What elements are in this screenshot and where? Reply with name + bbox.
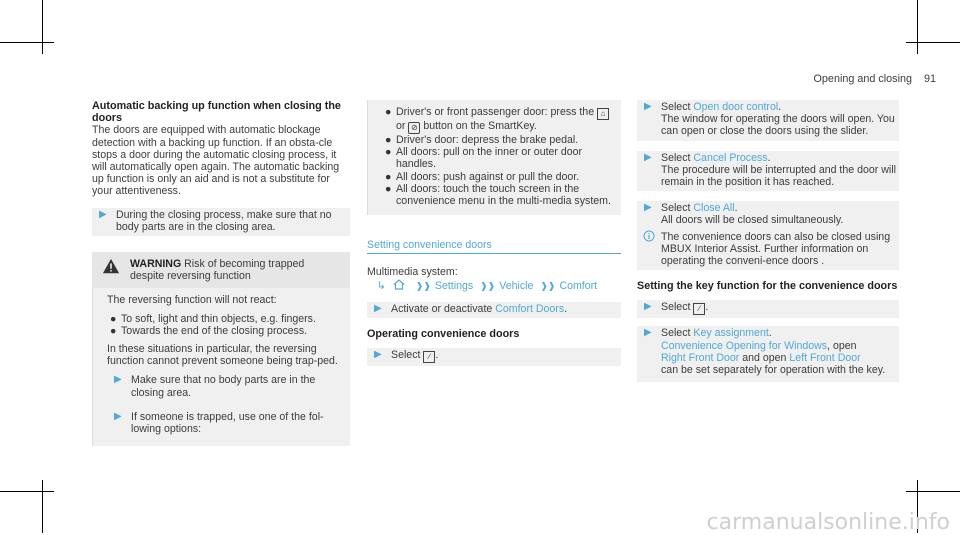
page-number: 91 [923,73,936,85]
section-setting-convenience [367,239,621,254]
column-1 [92,100,350,446]
step-open-door-control: ▶ Select Open door control. The window for operating the doors will open. You can open or close the doors using the slider. [637,100,899,141]
key-assignment-link: Key assignment [693,327,769,340]
path-arrow-icon: ↳ [377,279,386,292]
step-cancel-process: ▶ Select Cancel Process. The procedure will be interrupted and the door will remain in the position it has reached. [637,151,899,192]
step-text: Select [661,101,691,113]
path-settings: Settings [434,279,474,292]
step-key-assignment: ▶ Select Key assignment. Convenience Opening for Windows, open Right Front Door and open Left Front Door can be set separately for operation with the key. [637,326,899,382]
step-activate: ▶ Activate or deactivate Comfort Doors. [367,302,621,318]
info-icon [643,230,655,242]
section-title: Opening and closing [813,73,912,85]
step-closing [92,208,350,236]
trunk-icon: ⊘ [408,122,420,134]
crop-mark [917,0,918,54]
step-text: Select [661,301,691,314]
step-arrow-icon: ▶ [644,151,652,163]
crop-mark [0,42,54,43]
step-text: Select [661,202,691,215]
step-arrow-icon: ▶ [114,374,122,386]
close-all-link: Close All [693,202,735,215]
crop-mark [42,480,43,533]
warning-text-1: The reversing function will not react: [107,294,277,307]
note [637,230,899,271]
list-item-text-end: button on the SmartKey. [423,120,537,132]
warning-text-2: In these situations in particular, the reversing function cannot prevent someone being trap-ped. [107,343,338,368]
heading-automatic-backing: Automatic backing up function when closing the doors [92,100,341,125]
list-item-text: Towards the end of the closing process. [121,324,308,337]
bullet-icon: ● [110,312,117,325]
step-select-key: ▶ Select ∕ . [637,300,899,318]
list-item-text: All doors: pull on the inner or outer door handles. [396,146,583,171]
step-text: and open [742,351,787,364]
heading-key-function: Setting the key function for the convenience doors [637,280,898,293]
double-arrow-icon: ❱❱ [480,280,496,291]
column-2 [367,100,621,366]
double-arrow-icon: ❱❱ [540,280,556,291]
bullet-icon: ● [385,106,392,118]
heading-operating: Operating convenience doors [367,328,520,341]
step-no-body-parts [107,373,340,401]
step-arrow-icon: ▶ [374,349,382,361]
bullet-icon: ● [385,170,392,183]
step-arrow-icon: ▶ [644,301,652,313]
path-comfort: Comfort [559,279,598,292]
list-item-text: To soft, light and thin objects, e.g. fingers. [121,312,316,325]
step-text: Select [661,327,691,340]
menu-path [367,279,621,292]
list-item [382,171,613,183]
step-result: The procedure will be interrupted and the door will remain in the position it has reached. [661,163,896,189]
comfort-doors-link: Comfort Doors [495,302,565,315]
crop-mark [906,491,960,492]
step-result: can be set separately for operation with the key. [661,364,886,377]
intro-text: The doors are equipped with automatic blockage detection with a backing up function. If an obsta-cle stops a door during the automatic closing process, it will automatically open again. The automatic backing up function is only an aid and is not a substitute for your attentiveness. [92,124,340,198]
list-item-text: All doors: touch the touch screen in the convenience menu in the multi-media system. [396,182,611,208]
step-result: All doors will be closed simultaneously. [661,214,844,227]
page-header [814,73,936,85]
bullet-icon: ● [110,324,117,337]
step-arrow-icon: ▶ [374,302,382,314]
convenience-opening-link: Convenience Opening for Windows [661,339,828,352]
door-control-icon: ∕ [693,303,705,315]
warning-label: WARNING [130,258,182,271]
step-text: , open [827,339,857,352]
note-text: The convenience doors can also be closed using MBUX Interior Assist. Further information on operating the conveni-ence doors . [661,230,891,268]
step-text: Make sure that no body parts are in the closing area. [131,374,316,399]
step-select: ▶ Select ∕ . [367,348,621,366]
crop-mark [42,0,43,54]
right-front-door-link: Right Front Door [661,351,740,364]
list-item-text: All doors: push against or pull the door. [396,170,580,183]
list-item [382,183,613,207]
bullet-icon: ● [385,146,392,159]
open-door-control-link: Open door control [693,101,779,113]
warning-body [92,288,350,446]
step-text: If someone is trapped, use one of the fol-lowing options: [131,410,324,436]
step-arrow-icon: ▶ [644,101,652,112]
list-item [107,325,340,337]
step-text: Activate or deactivate [391,302,493,315]
unlock-icon: ⌂ [597,108,609,120]
crop-mark [906,42,960,43]
list-item [382,146,613,170]
step-if-trapped [107,410,340,438]
left-front-door-link: Left Front Door [789,351,861,364]
list-item [107,313,340,325]
crop-mark [0,491,54,492]
door-control-icon: ∕ [423,351,435,363]
warning-header [92,252,350,288]
options-list [367,100,621,215]
double-arrow-icon: ❱❱ [415,280,431,291]
warning-box [92,252,350,446]
watermark: carmanualsonline.info [706,509,950,535]
step-text: During the closing process, make sure that no body parts are in the closing area. [116,208,332,233]
warning-triangle-icon [102,258,120,274]
home-icon [393,279,405,290]
list-item-text: Driver's or front passenger door: press the [396,106,595,118]
step-arrow-icon: ▶ [114,410,122,422]
warning-title: Risk of becoming trapped despite reversing function [130,258,305,283]
section-heading: Setting convenience doors [367,239,492,252]
list-item-text: Driver's door: depress the brake pedal. [396,134,579,146]
step-result: The window for operating the doors will open. You can open or close the doors using the slider. [661,113,895,138]
step-arrow-icon: ▶ [99,208,107,220]
column-3 [637,100,899,382]
or-text: or [396,120,406,132]
cancel-process-link: Cancel Process [693,151,768,164]
list-item [382,134,613,146]
path-vehicle: Vehicle [499,279,534,292]
step-arrow-icon: ▶ [644,327,652,339]
step-text: Select [661,151,691,164]
bullet-icon: ● [385,134,392,146]
multimedia-label: Multimedia system: [367,266,458,279]
step-arrow-icon: ▶ [644,202,652,214]
bullet-icon: ● [385,182,392,195]
step-close-all: ▶ Select Close All. All doors will be closed simultaneously. [637,201,899,229]
list-item [382,106,613,134]
step-text: Select [391,349,421,362]
